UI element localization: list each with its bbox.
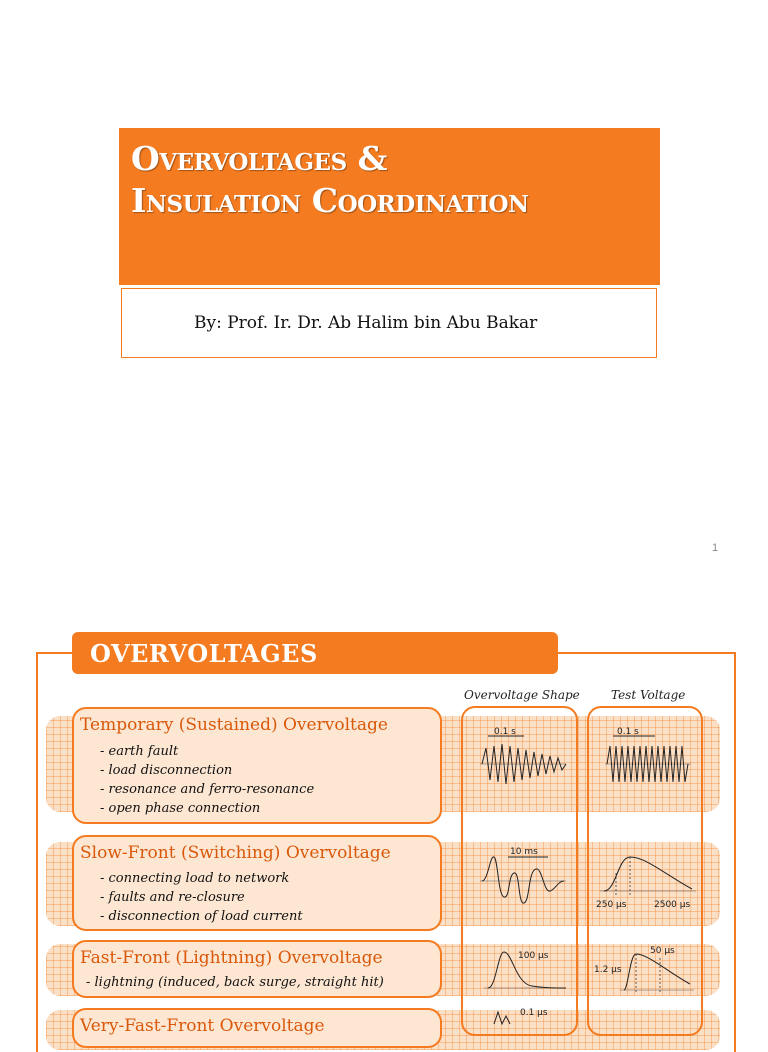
category-very-fast-front — [72, 1008, 442, 1048]
category-items — [100, 869, 303, 926]
shape-label: 100 µs — [518, 951, 549, 961]
category-temporary — [72, 707, 442, 824]
column-header-shape: Overvoltage Shape — [464, 688, 580, 702]
page-number: 1 — [712, 542, 719, 554]
shape-label: 0.1 s — [494, 727, 516, 737]
list-item: - lightning (induced, back surge, straight hit) — [86, 975, 384, 990]
slide2-header — [72, 632, 558, 674]
very-fast-front-shape-waveform — [490, 1006, 570, 1024]
test-front-label: 250 µs — [596, 900, 627, 910]
test-front-label: 1.2 µs — [594, 965, 622, 975]
title-line-1: Overvoltages & — [131, 139, 387, 178]
test-tail-label: 2500 µs — [654, 900, 691, 910]
slow-front-shape-waveform — [478, 845, 570, 915]
test-label: 0.1 s — [617, 727, 639, 737]
list-item: - earth fault — [100, 744, 179, 759]
list-item: - connecting load to network — [100, 871, 290, 886]
category-title: Temporary (Sustained) Overvoltage — [80, 715, 388, 735]
shape-label: 0.1 µs — [520, 1008, 548, 1018]
category-items — [86, 973, 384, 992]
column-header-test: Test Voltage — [611, 688, 686, 702]
category-title: Very-Fast-Front Overvoltage — [80, 1016, 325, 1036]
list-item: - faults and re-closure — [100, 890, 245, 905]
list-item: - load disconnection — [100, 763, 233, 778]
category-title: Fast-Front (Lightning) Overvoltage — [80, 948, 383, 968]
title-banner — [119, 128, 660, 285]
temporary-test-waveform — [603, 724, 695, 804]
temporary-shape-waveform — [478, 724, 570, 804]
fast-front-test-waveform — [594, 944, 700, 996]
list-item: - disconnection of load current — [100, 909, 303, 924]
test-tail-label: 50 µs — [650, 946, 675, 956]
category-title: Slow-Front (Switching) Overvoltage — [80, 843, 391, 863]
shape-label: 10 ms — [510, 847, 538, 857]
byline-box — [121, 288, 657, 358]
author-byline: By: Prof. Ir. Dr. Ab Halim bin Abu Bakar — [194, 313, 538, 333]
list-item: - open phase connection — [100, 801, 261, 816]
slide-title — [131, 138, 529, 222]
slide2-title: OVERVOLTAGES — [90, 639, 318, 668]
fast-front-shape-waveform — [482, 946, 570, 994]
slow-front-test-waveform — [596, 845, 702, 917]
category-fast-front — [72, 940, 442, 998]
title-line-2: Insulation Coordination — [131, 181, 529, 220]
category-items — [100, 742, 314, 818]
list-item: - resonance and ferro-resonance — [100, 782, 315, 797]
category-slow-front — [72, 835, 442, 931]
